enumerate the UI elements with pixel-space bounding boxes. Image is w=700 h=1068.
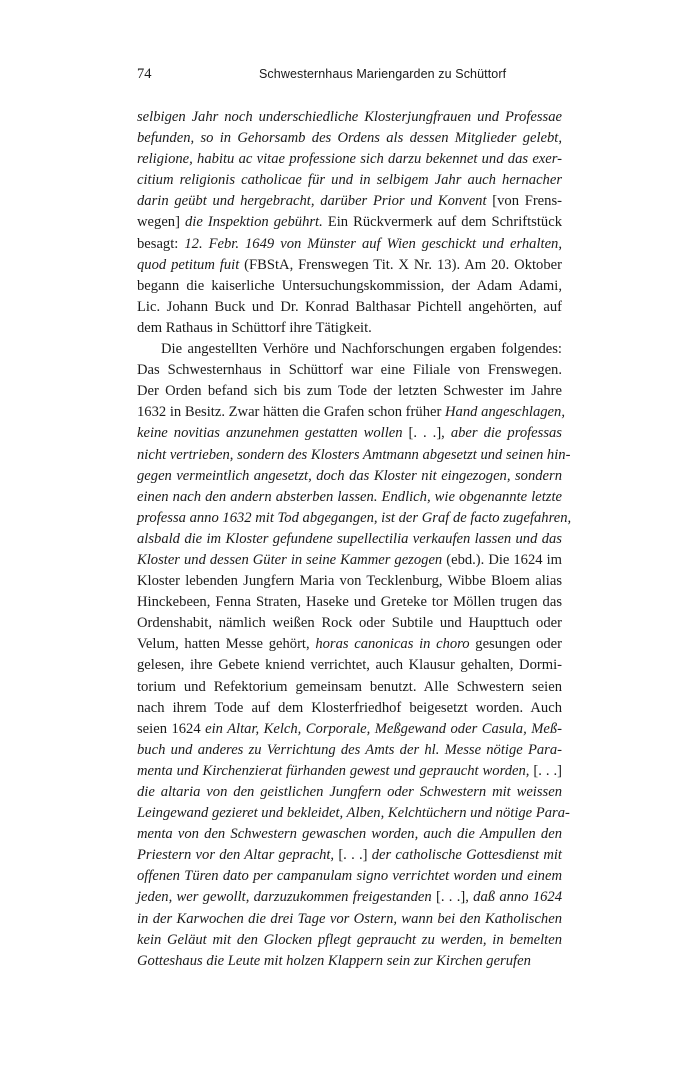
italic-quote-segment: die altaria von den geistlichen Jungfern oder Schwestern mit weissen [137,784,562,800]
text-line [137,170,562,191]
text-line [137,866,562,887]
italic-quote-segment: menta von den Schwestern gewaschen worden, auch die Ampullen den [137,826,562,843]
italic-quote-segment: offenen Türen dato per campanulam signo verrichtet worden und einem [137,868,562,885]
text-line [137,571,562,592]
body-text [137,107,572,972]
text-line [137,824,562,845]
text-line [137,423,562,444]
text-segment: [. . .] [334,847,372,864]
text-line [137,930,562,951]
text-segment: wegen] [137,214,185,231]
text-line [137,740,562,761]
page-number: 74 [137,66,152,82]
text-line [137,318,562,339]
text-line [137,677,562,698]
text-line [137,529,562,550]
text-segment: Ordenshabit, nämlich weißen Rock oder Subtile und Haupttuch oder [137,615,562,632]
text-segment: begann die kaiserliche Untersuchungskommission, der Adam Adami, [137,277,562,294]
page-header [137,66,562,88]
italic-quote-segment: kein Geläut mit den Glocken pflegt gepraucht zu werden, in bemelten [137,931,562,948]
text-line [137,951,562,972]
text-line [137,761,562,782]
text-line [137,782,562,803]
text-line [137,212,562,233]
text-line [137,655,562,676]
text-segment: [. . .], [431,889,474,906]
text-segment: 1632 in Besitz. Zwar hätten die Grafen schon früher [137,404,445,421]
text-line [137,845,562,866]
text-segment: torium und Refektorium gemeinsam benutzt. Alle Schwestern seien [137,678,562,695]
text-line [137,149,562,170]
text-segment: nach ihrem Tode auf dem Klosterfriedhof beigesetzt worden. Auch [137,699,562,716]
text-line [137,613,562,634]
italic-quote-segment: religione, habitu ac vitae professione sich darzu bekennet und das exer- [137,151,562,168]
text-line [137,339,562,360]
text-line [137,592,562,613]
italic-quote-segment: keine novitias anzunehmen gestatten wollen [137,425,403,442]
text-line [137,719,562,740]
text-line [137,107,562,128]
italic-quote-segment: befunden, so in Gehorsamb des Ordens als dessen Mitglieder gelebt, [137,130,562,147]
italic-quote-segment: professa anno 1632 mit Tod abgegangen, ist der Graf de facto zugefahren, [137,509,572,526]
italic-quote-segment: buch und anderes zu Verrichtung des Amts der hl. Messe nötige Para- [137,741,562,758]
italic-quote-segment: Leingewand gezieret und bekleidet, Alben, Kelchtüchern und nötige Para- [137,805,570,822]
text-segment: [. . .], [402,425,451,442]
italic-quote-segment: selbigen Jahr noch underschiedliche Klosterjungfrauen und Professae [137,109,562,125]
text-line [137,550,562,571]
italic-quote-segment: Hand angeschlagen, [445,404,565,421]
text-line [137,887,562,908]
italic-quote-segment: alsbald die im Kloster gefundene supellectilia verkaufen lassen und das [137,530,562,547]
italic-quote-segment: Gotteshaus die Leute mit holzen Klappern sein zur Kirchen gerufen [137,952,531,969]
italic-quote-segment: 12. Febr. 1649 von Münster auf Wien geschickt und erhalten, [184,235,562,252]
text-segment: Velum, hatten Messe gehört, [137,636,316,653]
text-line [137,234,562,255]
text-segment: Das Schwesternhaus in Schüttorf war eine Filiale von Frenswegen. [137,362,562,379]
text-segment: [. . .] [529,762,562,779]
text-line [137,381,562,402]
text-segment: Ein Rückvermerk auf dem Schriftstück [322,214,562,231]
italic-quote-segment: aber die professas [450,425,562,442]
italic-quote-segment: citium religionis catholicae für und in selbigem Jahr auch hernacher [137,172,562,189]
italic-quote-segment: quod petitum fuit [137,256,240,273]
text-segment: dem Rathaus in Schüttorf ihre Tätigkeit. [137,319,372,336]
italic-quote-segment: Kloster und dessen Güter in seine Kammer gezogen [137,551,443,568]
text-line [137,297,562,318]
text-segment: [von Frens- [486,193,562,210]
italic-quote-segment: menta und Kirchenzierat fürhanden gewest und gepraucht worden, [137,762,530,779]
italic-quote-segment: einen nach den andern absterben lassen. Endlich, wie obgenannte letzte [137,488,562,505]
text-line [137,360,562,381]
text-segment: Der Orden befand sich bis zum Tode der letzten Schwester im Jahre [137,383,562,400]
text-line [137,128,562,149]
text-line [137,508,572,529]
text-segment: besagt: [137,235,185,252]
text-line [137,255,562,276]
italic-quote-segment: gegen vermeintlich angesetzt, doch das Kloster nit eingezogen, sondern [137,467,562,484]
text-segment: Lic. Johann Buck und Dr. Konrad Balthasar Pichtell angehörten, auf [137,298,562,315]
text-segment: Hinckebeen, Fenna Straten, Haseke und Greteke tor Möllen trugen das [137,594,562,611]
text-line [137,402,565,423]
text-segment: gesungen oder [469,636,562,653]
text-line [137,487,562,508]
text-line [137,276,562,297]
text-line [137,698,562,719]
italic-quote-segment: Priestern vor den Altar gepracht, [137,847,335,864]
italic-quote-segment: in der Karwochen die drei Tage vor Ostern, wann bei den Katholischen [137,910,562,927]
running-title: Schwesternhaus Mariengarden zu Schüttorf [259,67,507,81]
text-line [137,803,570,824]
text-segment: Die angestellten Verhöre und Nachforschungen ergaben folgendes: [161,341,562,358]
text-segment: (ebd.). Die 1624 im [442,551,562,568]
text-line [137,445,571,466]
text-line [137,191,562,212]
italic-quote-segment: der catholische Gottesdienst mit [371,847,562,864]
text-line [137,466,562,487]
text-segment: Kloster lebenden Jungfern Maria von Tecklenburg, Wibbe Bloem alias [137,573,562,590]
text-line [137,909,562,930]
text-segment: seien 1624 [137,720,206,737]
italic-quote-segment: daß anno 1624 [473,889,562,906]
italic-quote-segment: darin geübt und hergebracht, darüber Prior und Konvent [137,193,487,210]
text-segment: gelesen, ihre Gebete kniend verrichtet, auch Klausur gehalten, Dormi- [137,657,562,674]
italic-quote-segment: horas canonicas in choro [315,636,470,653]
text-line [137,634,562,655]
italic-quote-segment: die Inspektion gebührt. [185,214,323,231]
italic-quote-segment: nicht vertrieben, sondern des Klosters Amtmann abgesetzt und seinen hin- [137,446,571,463]
italic-quote-segment: jeden, wer gewollt, darzuzukommen freigestanden [137,889,432,906]
text-segment: (FBStA, Frenswegen Tit. X Nr. 13). Am 20. Oktober [239,256,562,273]
italic-quote-segment: ein Altar, Kelch, Corporale, Meßgewand oder Casula, Meß- [205,720,562,737]
